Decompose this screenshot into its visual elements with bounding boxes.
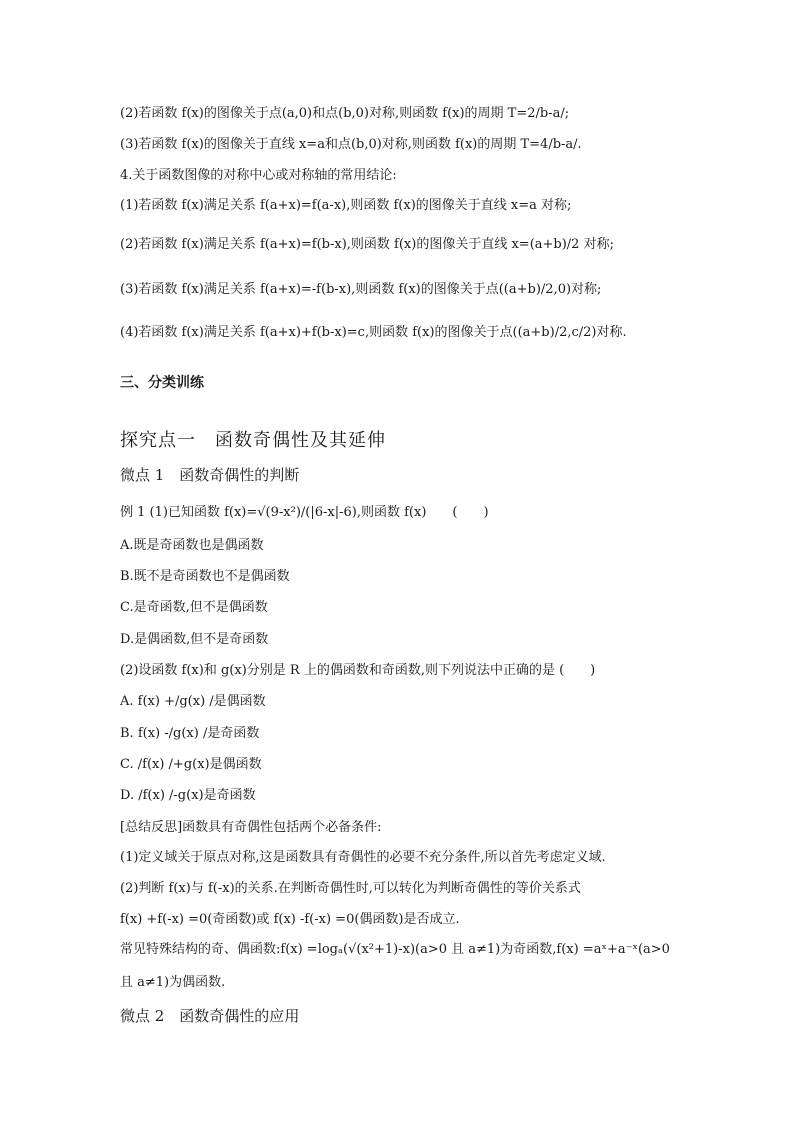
text-line: 且 a≠1)为偶函数. [120, 975, 226, 990]
text-line: C. /f(x) /+g(x)是偶函数 [120, 757, 262, 772]
text-line: 常见特殊结构的奇、偶函数:f(x) =logₐ(√(x²+1)-x)(a>0 且 a≠1)为奇函数,f(x) =aˣ+a⁻ˣ(a>0 [120, 942, 670, 957]
text-line: (2)判断 f(x)与 f(-x)的关系.在判断奇偶性时,可以转化为判断奇偶性的等价关系式 [120, 881, 581, 896]
text-line: (4)若函数 f(x)满足关系 f(a+x)+f(b-x)=c,则函数 f(x)的图像关于点((a+b)/2,c/2)对称. [120, 325, 627, 340]
explore-title: 探究点一 函数奇偶性及其延伸 [120, 430, 386, 451]
text-line: [总结反思]函数具有奇偶性包括两个必备条件: [120, 820, 382, 835]
sub-point-1-title: 微点 1 函数奇偶性的判断 [120, 466, 300, 484]
text-line: (2)设函数 f(x)和 g(x)分别是 R 上的偶函数和奇函数,则下列说法中正确的是 ( ) [120, 663, 596, 678]
example-question: 例 1 (1)已知函数 f(x)=√(9-x²)/(|6-x|-6),则函数 f(x) ( ) [120, 505, 489, 520]
text-line: f(x) +f(-x) =0(奇函数)或 f(x) -f(-x) =0(偶函数)是否成立. [120, 912, 460, 927]
text-line: (3)若函数 f(x)的图像关于直线 x=a和点(b,0)对称,则函数 f(x)的周期 T=4/b-a/. [120, 137, 582, 152]
sub-point-2-title: 微点 2 函数奇偶性的应用 [120, 1007, 300, 1025]
text-line: B.既不是奇函数也不是偶函数 [120, 569, 290, 584]
text-line: (1)定义域关于原点对称,这是函数具有奇偶性的必要不充分条件,所以首先考虑定义域. [120, 850, 606, 865]
text-line: D. /f(x) /-g(x)是奇函数 [120, 788, 256, 803]
section-title: 三、分类训练 [120, 375, 204, 391]
text-line: C.是奇函数,但不是偶函数 [120, 600, 268, 615]
text-line: B. f(x) -/g(x) /是奇函数 [120, 726, 260, 741]
text-line: A. f(x) +/g(x) /是偶函数 [120, 694, 266, 709]
text-line: (1)若函数 f(x)满足关系 f(a+x)=f(a-x),则函数 f(x)的图像关于直线 x=a 对称; [120, 198, 572, 213]
text-line: D.是偶函数,但不是奇函数 [120, 632, 269, 647]
text-line: 4.关于函数图像的对称中心或对称轴的常用结论: [120, 168, 397, 183]
text-line: (2)若函数 f(x)满足关系 f(a+x)=f(b-x),则函数 f(x)的图像关于直线 x=(a+b)/2 对称; [120, 237, 614, 252]
text-line: (2)若函数 f(x)的图像关于点(a,0)和点(b,0)对称,则函数 f(x)的周期 T=2/b-a/; [120, 106, 570, 121]
text-line: (3)若函数 f(x)满足关系 f(a+x)=-f(b-x),则函数 f(x)的图像关于点((a+b)/2,0)对称; [120, 282, 602, 297]
text-line: A.既是奇函数也是偶函数 [120, 538, 264, 553]
